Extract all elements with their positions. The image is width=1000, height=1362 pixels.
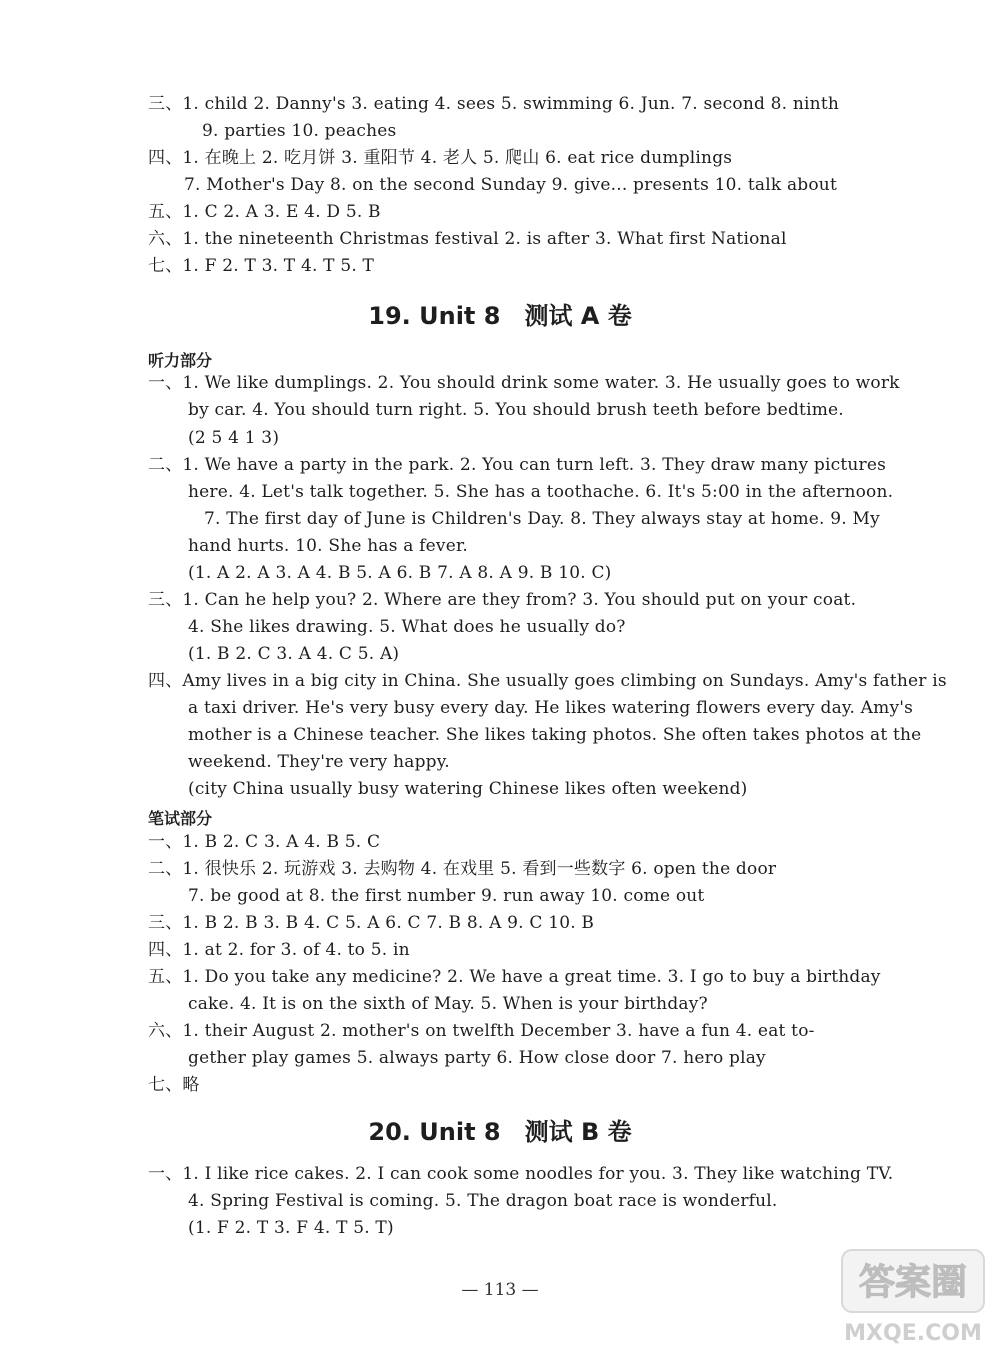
listening-line: (1. A 2. A 3. A 4. B 5. A 6. B 7. A 8. A 9. B 10. C) xyxy=(188,563,612,583)
section-20-line: 一、1. I like rice cakes. 2. I can cook some noodles for you. 3. They like watching TV. xyxy=(148,1164,894,1184)
listening-line: (2 5 4 1 3) xyxy=(188,428,280,448)
page-number: — 113 — xyxy=(461,1280,539,1300)
listening-line: mother is a Chinese teacher. She likes taking photos. She often takes photos at the xyxy=(188,725,922,745)
listening-line: 三、1. Can he help you? 2. Where are they from? 3. You should put on your coat. xyxy=(148,590,857,610)
written-line: 7. be good at 8. the first number 9. run away 10. come out xyxy=(188,886,705,906)
written-heading: 笔试部分 xyxy=(148,809,213,828)
watermark-logo xyxy=(838,1244,988,1352)
written-line: gether play games 5. always party 6. How close door 7. hero play xyxy=(188,1048,766,1068)
written-line: 五、1. Do you take any medicine? 2. We have a great time. 3. I go to buy a birthday xyxy=(148,967,881,987)
section-19-title: 19. Unit 8 测试 A 卷 xyxy=(368,302,632,330)
listening-line: 一、1. We like dumplings. 2. You should drink some water. 3. He usually goes to work xyxy=(148,373,900,393)
listening-line: by car. 4. You should turn right. 5. You should brush teeth before bedtime. xyxy=(188,400,844,420)
written-line: 一、1. B 2. C 3. A 4. B 5. C xyxy=(148,832,381,852)
written-line: 二、1. 很快乐 2. 玩游戏 3. 去购物 4. 在戏里 5. 看到一些数字 6. open the door xyxy=(148,859,777,879)
prev-line-3: 四、1. 在晚上 2. 吃月饼 3. 重阳节 4. 老人 5. 爬山 6. eat rice dumplings xyxy=(148,148,733,168)
written-line: 六、1. their August 2. mother's on twelfth December 3. have a fun 4. eat to- xyxy=(148,1021,815,1041)
listening-line: 二、1. We have a party in the park. 2. You can turn left. 3. They draw many pictures xyxy=(148,455,887,475)
written-line: 七、略 xyxy=(148,1075,200,1095)
listening-line: (city China usually busy watering Chinese likes often weekend) xyxy=(188,779,748,799)
prev-line-2: 9. parties 10. peaches xyxy=(202,121,397,141)
section-20-title: 20. Unit 8 测试 B 卷 xyxy=(368,1118,632,1146)
prev-line-5: 五、1. C 2. A 3. E 4. D 5. B xyxy=(148,202,381,222)
listening-line: 4. She likes drawing. 5. What does he usually do? xyxy=(188,617,626,637)
prev-line-7: 七、1. F 2. T 3. T 4. T 5. T xyxy=(148,256,375,276)
prev-line-6: 六、1. the nineteenth Christmas festival 2. is after 3. What first National xyxy=(148,229,787,249)
section-20-line: 4. Spring Festival is coming. 5. The dragon boat race is wonderful. xyxy=(188,1191,778,1211)
listening-line: 四、Amy lives in a big city in China. She usually goes climbing on Sundays. Amy's father is xyxy=(148,671,947,691)
listening-line: a taxi driver. He's very busy every day. He likes watering flowers every day. Amy's xyxy=(188,698,914,718)
prev-line-1: 三、1. child 2. Danny's 3. eating 4. sees 5. swimming 6. Jun. 7. second 8. ninth xyxy=(148,94,839,114)
written-line: 三、1. B 2. B 3. B 4. C 5. A 6. C 7. B 8. A 9. C 10. B xyxy=(148,913,595,933)
svg-text:MXQE.COM: MXQE.COM xyxy=(844,1321,982,1346)
listening-line: weekend. They're very happy. xyxy=(188,752,450,772)
listening-heading: 听力部分 xyxy=(148,351,213,370)
listening-line: (1. B 2. C 3. A 4. C 5. A) xyxy=(188,644,400,664)
prev-line-4: 7. Mother's Day 8. on the second Sunday 9. give... presents 10. talk about xyxy=(184,175,837,195)
listening-line: here. 4. Let's talk together. 5. She has a toothache. 6. It's 5:00 in the afternoon. xyxy=(188,482,894,502)
written-line: 四、1. at 2. for 3. of 4. to 5. in xyxy=(148,940,410,960)
svg-text:答案圈: 答案圈 xyxy=(858,1262,968,1303)
written-line: cake. 4. It is on the sixth of May. 5. When is your birthday? xyxy=(188,994,708,1014)
section-20-line: (1. F 2. T 3. F 4. T 5. T) xyxy=(188,1218,394,1238)
listening-line: 7. The first day of June is Children's Day. 8. They always stay at home. 9. My xyxy=(204,509,880,529)
listening-line: hand hurts. 10. She has a fever. xyxy=(188,536,469,556)
